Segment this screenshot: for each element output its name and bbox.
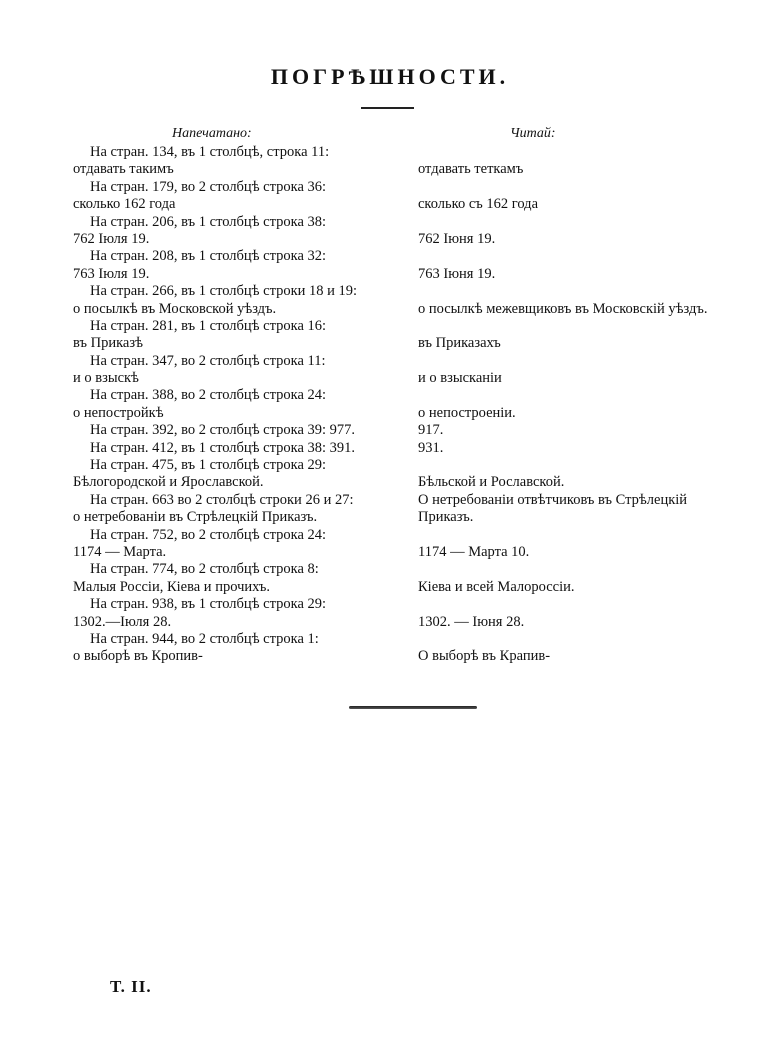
printed-line: 763 Іюля 19. (73, 265, 150, 282)
printed-header: Напечатано: (172, 126, 252, 141)
printed-line: о непостройкѣ (73, 404, 164, 421)
printed-line: и о взыскѣ (73, 370, 139, 387)
printed-line: На стран. 347, во 2 столбцѣ строка 11: (90, 352, 326, 369)
read-line (418, 144, 740, 161)
printed-line: На стран. 938, въ 1 столбцѣ строка 29: (90, 596, 327, 613)
printed-line: На стран. 752, во 2 столбцѣ строка 24: (90, 526, 327, 543)
read-line: Бѣльской и Рославской. (418, 474, 565, 491)
read-line: о непостроеніи. (418, 404, 516, 421)
printed-line: На стран. 388, во 2 столбцѣ строка 24: (90, 387, 327, 404)
read-line: О выборѣ въ Крапив- (418, 648, 551, 665)
read-line: О нетребованіи отвѣтчиковъ въ Стрѣлецкій (418, 491, 688, 508)
read-line: 917. (418, 422, 444, 439)
printed-line: Малыя Россіи, Кіева и прочихъ. (73, 578, 270, 595)
printed-line: На стран. 134, въ 1 столбцѣ, строка 11: (90, 144, 330, 160)
printed-line: 1174 — Марта. (73, 543, 167, 560)
printed-line: о выборѣ въ Кропив- (73, 648, 203, 665)
read-line: Кіева и всей Малороссіи. (418, 578, 575, 595)
read-line (418, 387, 740, 404)
read-line: о посылкѣ межевщиковъ въ Московскій уѣздъ. (418, 300, 708, 317)
printed-column (73, 144, 406, 666)
read-line (418, 283, 740, 300)
printed-line: На стран. 208, въ 1 столбцѣ строка 32: (90, 248, 327, 265)
printed-line: На стран. 475, въ 1 столбцѣ строка 29: (90, 457, 327, 474)
printed-line: 762 Іюля 19. (73, 230, 150, 247)
read-line (418, 457, 740, 474)
read-line (418, 631, 740, 648)
read-line (418, 527, 740, 544)
printed-line: На стран. 206, въ 1 столбцѣ строка 38: (90, 213, 327, 230)
printed-line: На стран. 266, въ 1 столбцѣ строки 18 и 19: (90, 283, 358, 300)
read-line (418, 561, 740, 578)
read-line: и о взысканіи (418, 370, 502, 387)
read-line: 763 Іюня 19. (418, 265, 496, 282)
read-line (418, 353, 740, 370)
printed-line: въ Приказѣ (73, 335, 143, 352)
read-line (418, 318, 740, 335)
read-line: 931. (418, 439, 444, 456)
read-line (418, 214, 740, 231)
printed-line: На стран. 281, въ 1 столбцѣ строка 16: (90, 317, 327, 334)
closing-divider (349, 706, 477, 709)
printed-line: На стран. 412, въ 1 столбцѣ строка 38: 391. (90, 439, 356, 456)
read-line: 762 Іюня 19. (418, 230, 496, 247)
printed-line: Бѣлогородской и Ярославской. (73, 474, 264, 491)
printed-line: На стран. 179, во 2 столбцѣ строка 36: (90, 178, 327, 195)
printed-line: о нетребованіи въ Стрѣлецкій Приказъ. (73, 509, 318, 526)
read-header: Читай: (510, 126, 556, 141)
printed-line: На стран. 944, во 2 столбцѣ строка 1: (90, 630, 319, 647)
printed-line: отдавать такимъ (73, 161, 174, 178)
title-divider (361, 107, 414, 109)
read-line: отдавать теткамъ (418, 161, 524, 178)
read-line: 1302. — Іюня 28. (418, 613, 525, 630)
printed-line: На стран. 774, во 2 столбцѣ строка 8: (90, 561, 319, 578)
read-line (418, 179, 740, 196)
volume-mark: Т. II. (110, 977, 152, 996)
read-line: Приказъ. (418, 509, 474, 526)
read-line (418, 248, 740, 265)
printed-line: сколько 162 года (73, 196, 176, 213)
read-line: сколько съ 162 года (418, 196, 539, 213)
read-line: въ Приказахъ (418, 335, 501, 352)
printed-line: На стран. 392, во 2 столбцѣ строка 39: 977. (90, 422, 356, 439)
read-line: 1174 — Марта 10. (418, 543, 530, 560)
page-title: ПОГРѢШНОСТИ. (270, 64, 510, 89)
read-column (418, 144, 740, 666)
printed-line: На стран. 663 во 2 столбцѣ строки 26 и 27: (90, 491, 354, 508)
read-line (418, 596, 740, 613)
printed-line: о посылкѣ въ Московской уѣздъ. (73, 300, 277, 317)
printed-line: 1302.—Іюля 28. (73, 613, 172, 630)
